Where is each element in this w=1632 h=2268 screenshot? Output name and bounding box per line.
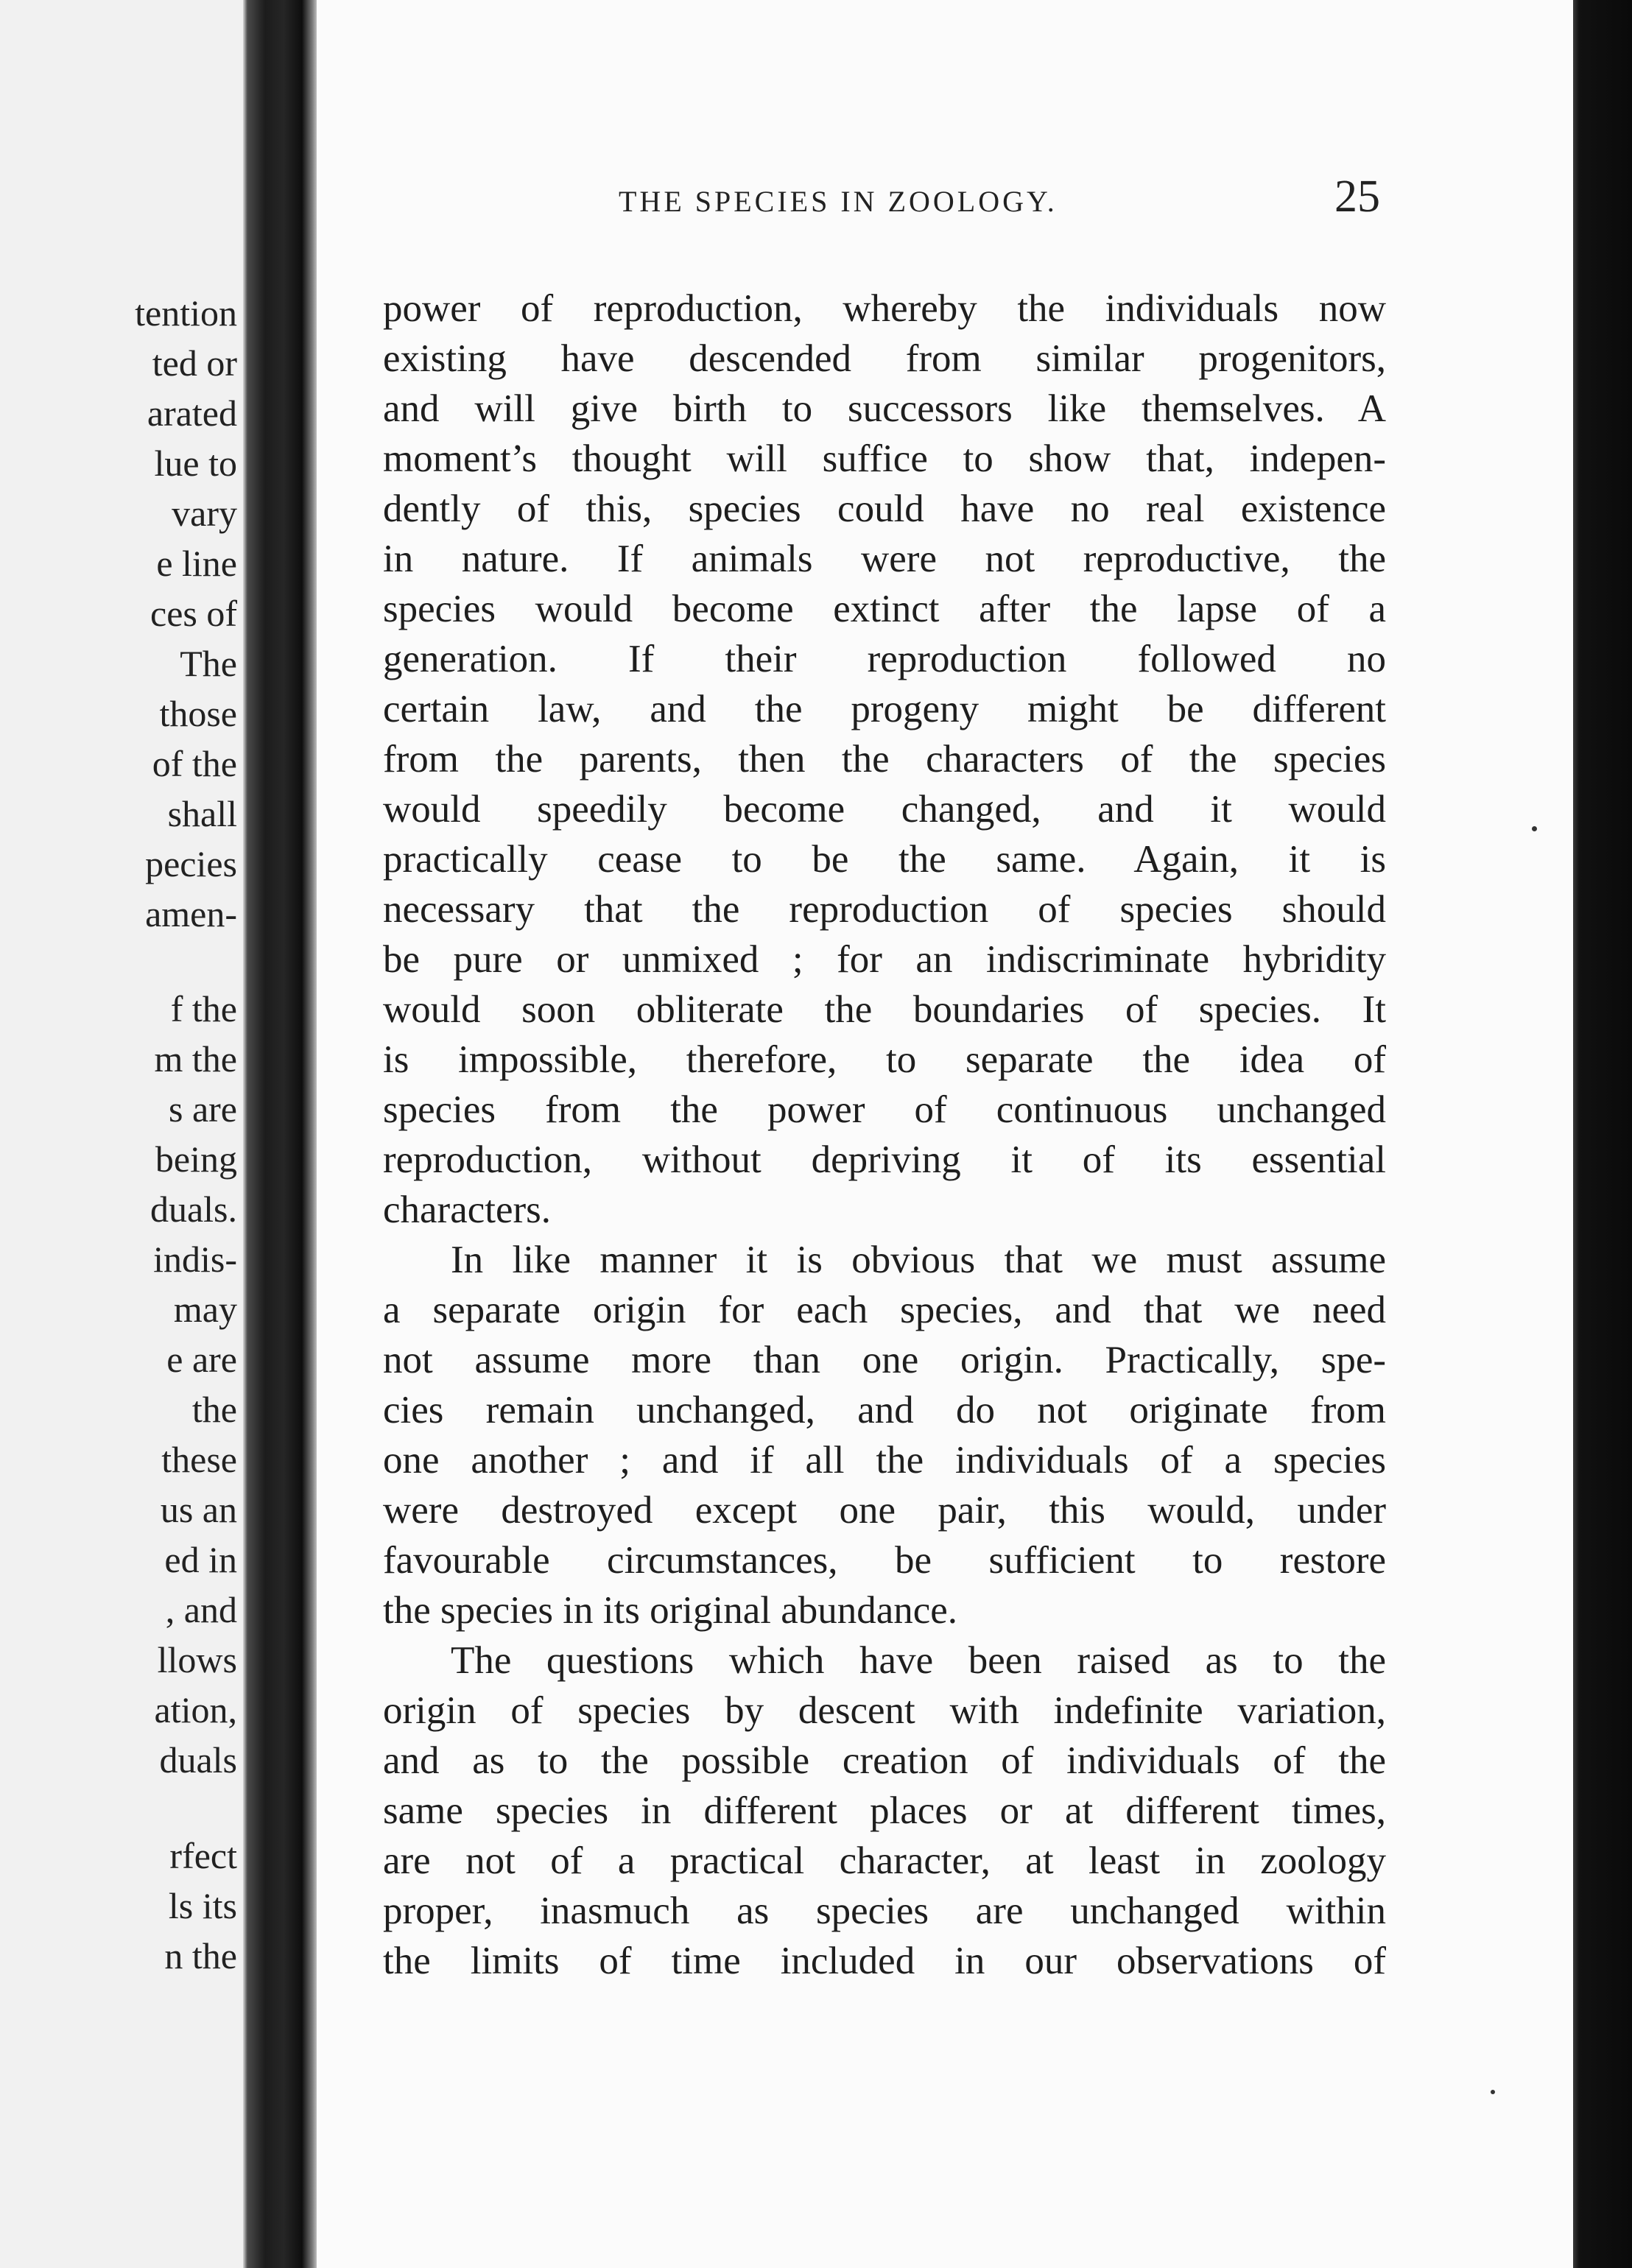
left-page-line: s are [169, 1088, 237, 1130]
text-line: the limits of time included in our observations of [383, 1940, 1386, 1982]
left-page-line: duals [159, 1739, 237, 1781]
page-number: 25 [1334, 172, 1380, 222]
text-line: and as to the possible creation of individuals of the [383, 1739, 1386, 1782]
text-line: one another ; and if all the individuals of a species [383, 1439, 1386, 1482]
text-line: same species in different places or at different times, [383, 1789, 1386, 1832]
left-page-line: shall [167, 793, 237, 834]
text-line: favourable circumstances, be sufficient to restore [383, 1539, 1386, 1582]
left-page-line: tention [135, 292, 237, 334]
left-page-line: us an [160, 1489, 237, 1530]
left-page-line: The [180, 643, 237, 684]
text-line: from the parents, then the characters of the species [383, 738, 1386, 781]
left-page-line: may [173, 1289, 237, 1330]
left-page-line: llows [157, 1639, 237, 1680]
text-line: would speedily become changed, and it would [383, 788, 1386, 831]
text-line: moment’s thought will suffice to show that, indepen- [383, 437, 1386, 480]
left-page-line: ation, [154, 1689, 237, 1730]
text-line: certain law, and the progeny might be different [383, 688, 1386, 730]
text-line: cies remain unchanged, and do not originate from [383, 1389, 1386, 1431]
left-page-line: vary [172, 493, 237, 534]
text-line: reproduction, without depriving it of its essential [383, 1138, 1386, 1181]
left-page-line: rfect [169, 1835, 237, 1876]
page-edge-shadow [1573, 0, 1632, 2268]
left-page [0, 0, 243, 2268]
left-page-line: being [155, 1138, 237, 1180]
text-line: species from the power of continuous unchanged [383, 1088, 1386, 1131]
text-line: in nature. If animals were not reproductive, the [383, 538, 1386, 580]
left-page-line: f the [170, 988, 237, 1029]
text-line: In like manner it is obvious that we must assume [451, 1239, 1386, 1281]
left-page-line: lue to [154, 443, 237, 484]
text-line: generation. If their reproduction followed no [383, 638, 1386, 680]
text-line: are not of a practical character, at least in zoology [383, 1839, 1386, 1882]
text-line: is impossible, therefore, to separate the idea of [383, 1038, 1386, 1081]
text-line: characters. [383, 1188, 552, 1231]
text-line: The questions which have been raised as to the [451, 1639, 1386, 1682]
text-line: species would become extinct after the lapse of a [383, 588, 1386, 630]
left-page-line: m the [154, 1038, 237, 1080]
text-line: a separate origin for each species, and that we need [383, 1289, 1386, 1331]
left-page-line: pecies [145, 843, 237, 884]
running-head: THE SPECIES IN ZOOLOGY. [619, 185, 1058, 218]
text-line: not assume more than one origin. Practically, spe- [383, 1339, 1386, 1381]
left-page-line: e are [166, 1339, 237, 1380]
left-page-line: these [161, 1439, 237, 1480]
ink-speck [1491, 2090, 1495, 2094]
text-line: origin of species by descent with indefinite variation, [383, 1689, 1386, 1732]
left-page-line: ces of [150, 593, 237, 634]
left-page-line: arated [147, 392, 237, 434]
text-line: proper, inasmuch as species are unchanged within [383, 1890, 1386, 1932]
left-page-line: the [191, 1389, 237, 1430]
text-line: necessary that the reproduction of species should [383, 888, 1386, 931]
text-line: and will give birth to successors like themselves. A [383, 387, 1386, 430]
left-page-line: ed in [164, 1539, 237, 1580]
text-line: practically cease to be the same. Again, it is [383, 838, 1386, 881]
left-page-line: ted or [152, 342, 237, 384]
left-page-line: e line [156, 543, 237, 584]
left-page-line: ls its [168, 1885, 237, 1926]
text-line: the species in its original abundance. [383, 1589, 958, 1632]
left-page-line: duals. [150, 1188, 237, 1230]
book-gutter [243, 0, 317, 2268]
text-line: would soon obliterate the boundaries of species. It [383, 988, 1386, 1031]
text-line: dently of this, species could have no real existence [383, 487, 1386, 530]
left-page-line: , and [165, 1589, 237, 1630]
left-page-line: of the [152, 743, 237, 784]
left-page-line: indis- [153, 1239, 237, 1280]
text-line: be pure or unmixed ; for an indiscriminate hybridity [383, 938, 1386, 981]
left-page-line: amen- [145, 893, 237, 934]
text-line: were destroyed except one pair, this would, under [383, 1489, 1386, 1532]
ink-speck [1532, 826, 1537, 831]
left-page-line: those [159, 693, 237, 734]
text-line: existing have descended from similar progenitors, [383, 337, 1386, 380]
text-line: power of reproduction, whereby the individuals now [383, 287, 1386, 330]
left-page-line: n the [164, 1935, 237, 1976]
